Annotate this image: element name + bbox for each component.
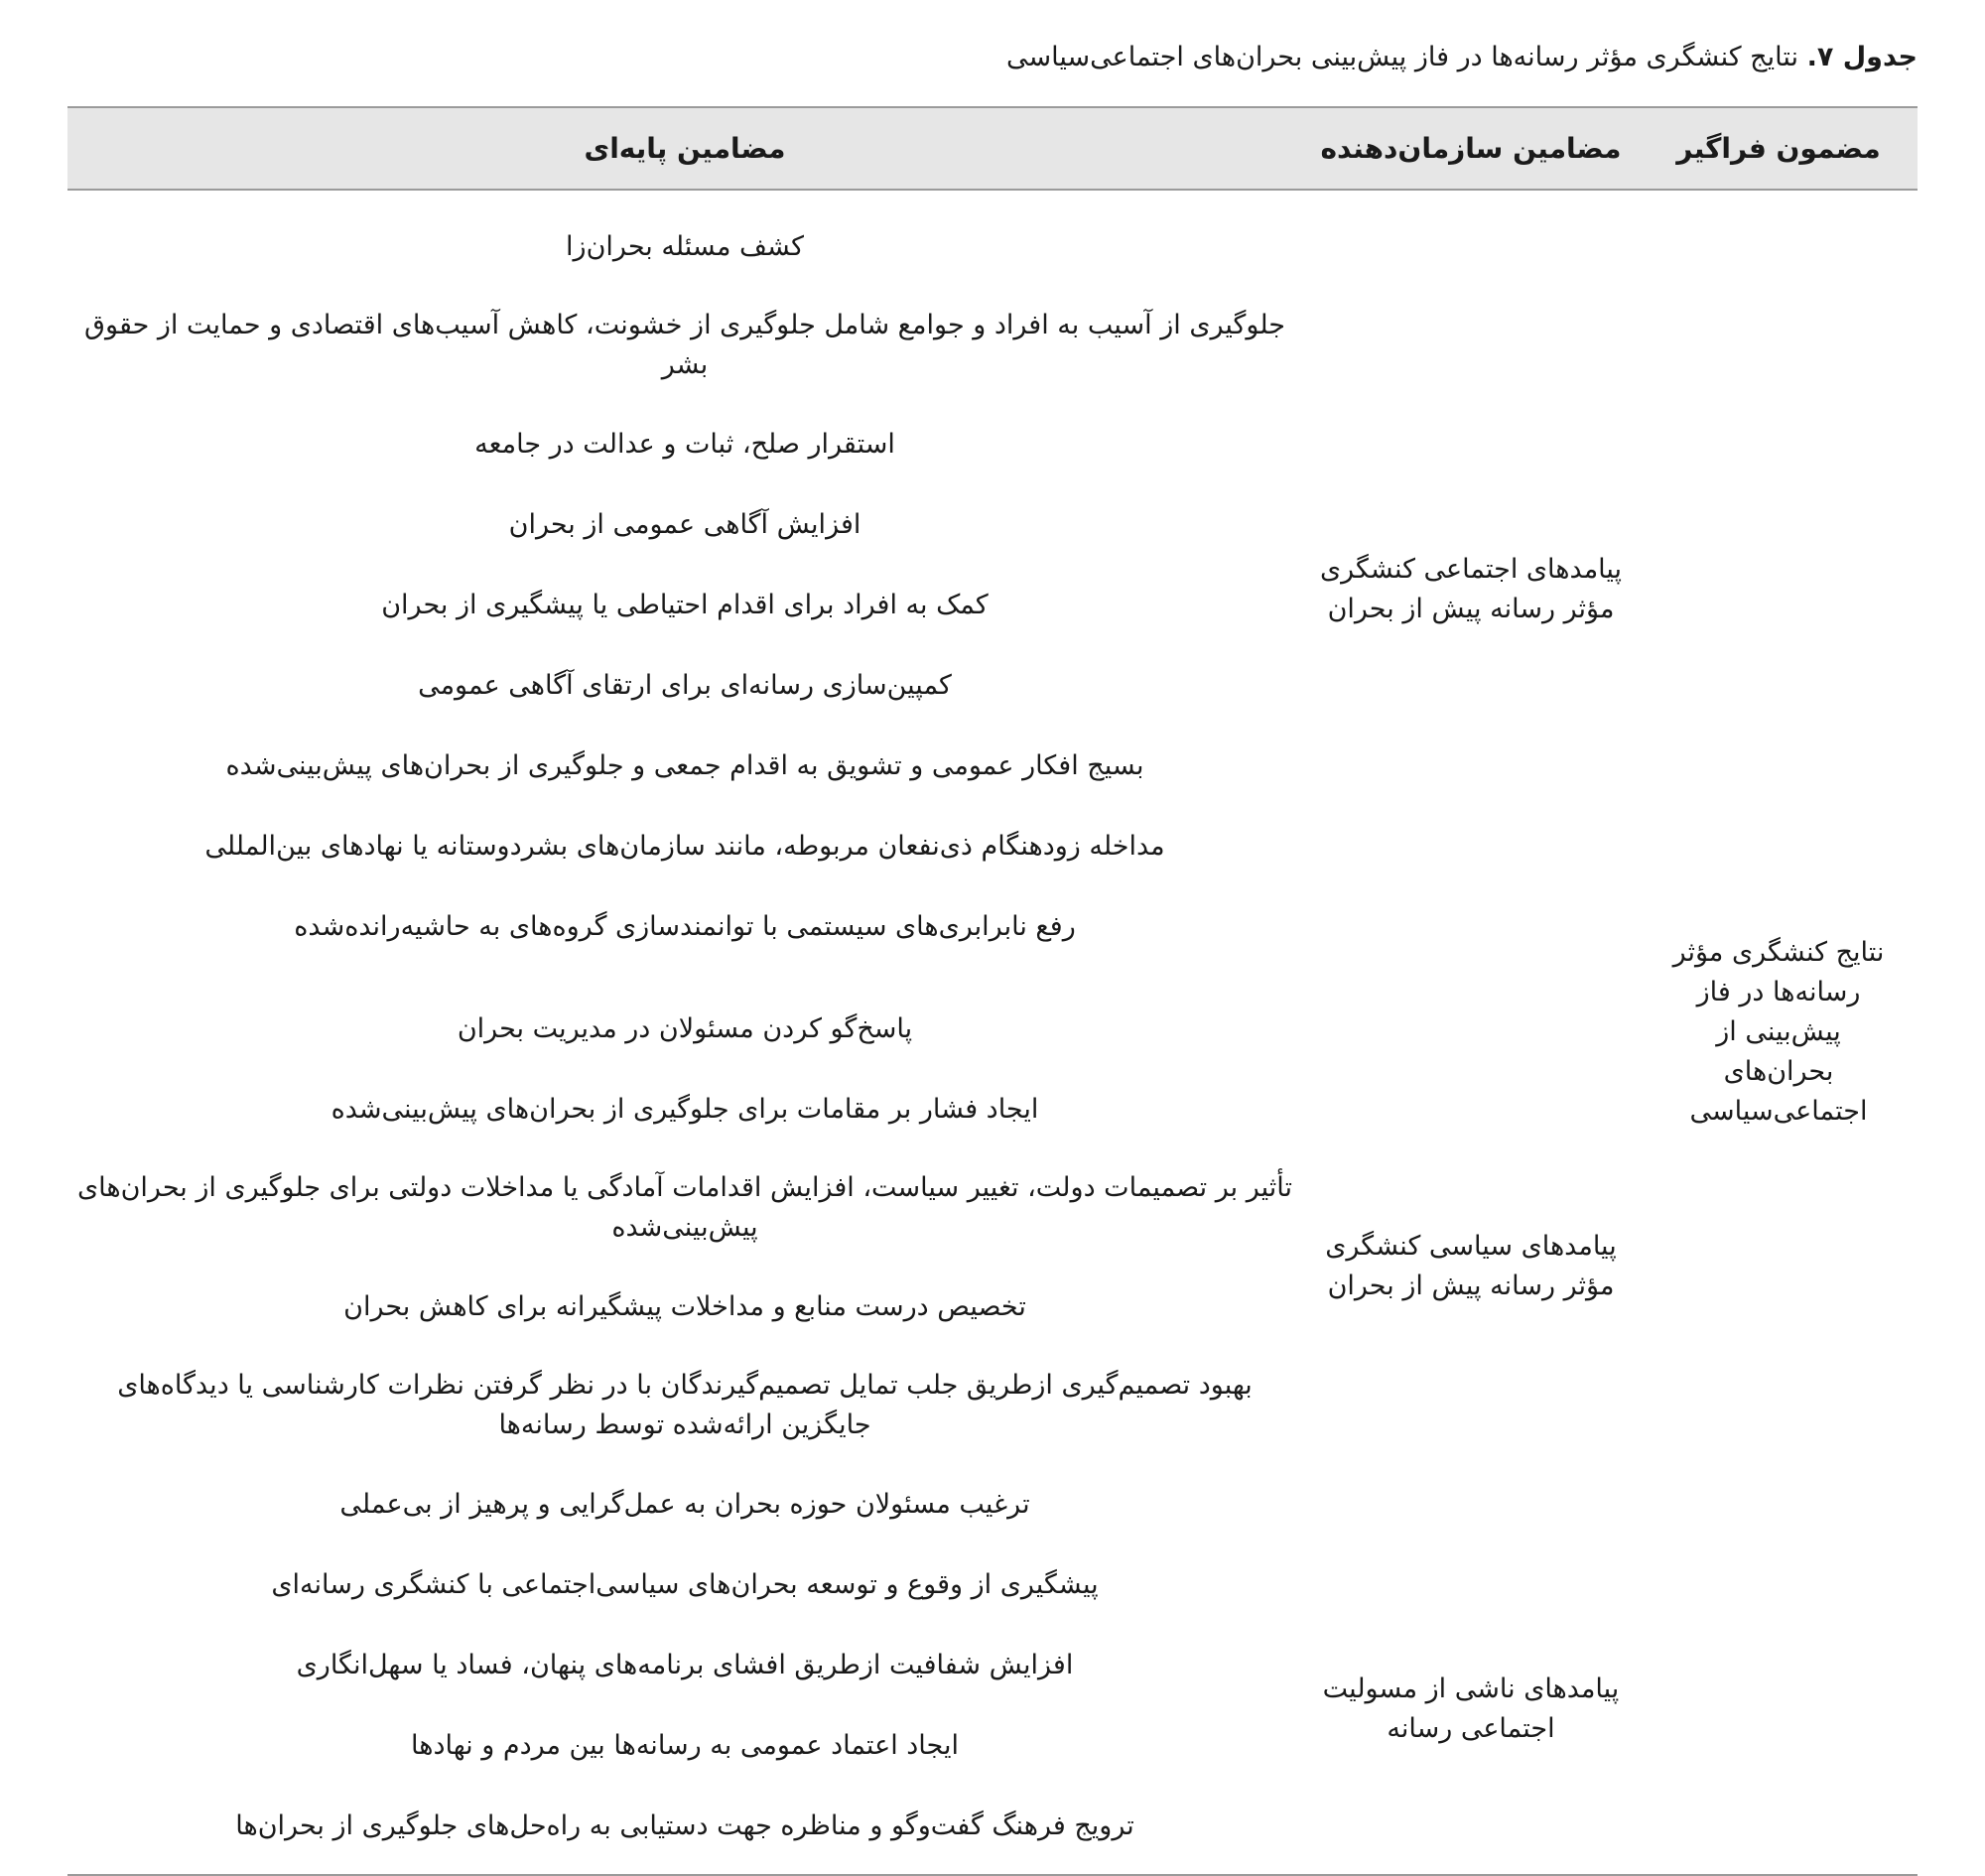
- organizing-theme-social: پیامدهای اجتماعی کنشگری مؤثر رسانه پیش از بحران: [1319, 554, 1623, 624]
- header-basic-themes: مضامین پایه‌ای: [67, 107, 1302, 190]
- basic-theme-item: رفع نابرابری‌های سیستمی با توانمندسازی گروه‌های به حاشیه‌رانده‌شده: [294, 910, 1076, 942]
- organizing-theme-cell: [1302, 989, 1640, 1544]
- basic-themes-list-social: [67, 191, 1302, 989]
- basic-theme-item: کشف مسئله بحران‌زا: [566, 230, 804, 262]
- organizing-theme-political: پیامدهای سیاسی کنشگری مؤثر رسانه پیش از بحران: [1325, 1231, 1617, 1301]
- basic-theme-item: ترویج فرهنگ گفت‌وگو و مناظره جهت دستیابی به راه‌حل‌های جلوگیری از بحران‌ها: [235, 1809, 1134, 1841]
- basic-theme-item: افزایش شفافیت ازطریق افشای برنامه‌های پنهان، فساد یا سهل‌انگاری: [296, 1649, 1074, 1680]
- header-global-theme: مضمون فراگیر: [1640, 107, 1918, 190]
- basic-theme-item: تأثیر بر تصمیمات دولت، تغییر سیاست، افزایش اقدامات آمادگی یا مداخلات دولتی برای جلوگیری از بحران‌های پیش‌بینی‌شده: [77, 1172, 1292, 1243]
- table-header-row: [67, 107, 1918, 190]
- basic-theme-item: کمپین‌سازی رسانه‌ای برای ارتقای آگاهی عمومی: [418, 669, 952, 701]
- global-theme-cell: [1640, 190, 1918, 1875]
- basic-theme-item: بهبود تصمیم‌گیری ازطریق جلب تمایل تصمیم‌گیرندگان با در نظر گرفتن نظرات کارشناسی یا دیدگاه‌های جایگزین ارائه‌شده توسط رسانه‌ها: [117, 1370, 1253, 1440]
- basic-theme-item: ترغیب مسئولان حوزه بحران به عمل‌گرایی و پرهیز از بی‌عملی: [339, 1488, 1030, 1520]
- basic-themes-cell: [67, 1544, 1302, 1875]
- header-organizing-themes: مضامین سازمان‌دهنده: [1302, 107, 1640, 190]
- basic-themes-list-responsibility: [67, 1544, 1302, 1874]
- basic-themes-cell: [67, 989, 1302, 1544]
- basic-theme-item: پیشگیری از وقوع و توسعه بحران‌های سیاسی‌اجتماعی با کنشگری رسانه‌ای: [271, 1568, 1099, 1600]
- basic-themes-list-political: [67, 989, 1302, 1544]
- basic-theme-item: ایجاد فشار بر مقامات برای جلوگیری از بحران‌های پیش‌بینی‌شده: [331, 1093, 1039, 1125]
- basic-theme-item: بسیج افکار عمومی و تشویق به اقدام جمعی و جلوگیری از بحران‌های پیش‌بینی‌شده: [225, 749, 1144, 781]
- organizing-theme-responsibility: پیامدهای ناشی از مسولیت اجتماعی رسانه: [1322, 1674, 1620, 1744]
- caption-label: جدول ۷.: [1806, 42, 1918, 72]
- basic-theme-item: جلوگیری از آسیب به افراد و جوامع شامل جلوگیری از خشونت، کاهش آسیب‌های اقتصادی و حمایت از حقوق بشر: [84, 310, 1285, 380]
- basic-theme-item: استقرار صلح، ثبات و عدالت در جامعه: [474, 428, 895, 460]
- basic-themes-cell: [67, 190, 1302, 989]
- basic-theme-item: مداخله زودهنگام ذی‌نفعان مربوطه، مانند سازمان‌های بشردوستانه یا نهادهای بین‌المللی: [204, 830, 1165, 862]
- basic-theme-item: افزایش آگاهی عمومی از بحران: [508, 508, 861, 540]
- basic-theme-item: تخصیص درست منابع و مداخلات پیشگیرانه برای کاهش بحران: [343, 1290, 1026, 1322]
- themes-table: [67, 106, 1918, 1876]
- document-page: [67, 0, 1918, 1841]
- basic-theme-item: پاسخ‌گو کردن مسئولان در مدیریت بحران: [457, 1012, 913, 1044]
- organizing-theme-cell: [1302, 1544, 1640, 1875]
- caption-text: نتایج کنشگری مؤثر رسانه‌ها در فاز پیش‌بینی بحران‌های اجتماعی‌سیاسی: [1005, 42, 1807, 72]
- basic-theme-item: کمک به افراد برای اقدام احتیاطی یا پیشگیری از بحران: [381, 589, 989, 620]
- group-row-social: [67, 190, 1918, 989]
- organizing-theme-cell: [1302, 190, 1640, 989]
- table-caption: [1006, 38, 1918, 77]
- basic-theme-item: ایجاد اعتماد عمومی به رسانه‌ها بین مردم و نهادها: [411, 1729, 959, 1761]
- global-theme-text: نتایج کنشگری مؤثر رسانه‌ها در فاز پیش‌بینی از بحران‌های اجتماعی‌سیاسی: [1672, 937, 1885, 1127]
